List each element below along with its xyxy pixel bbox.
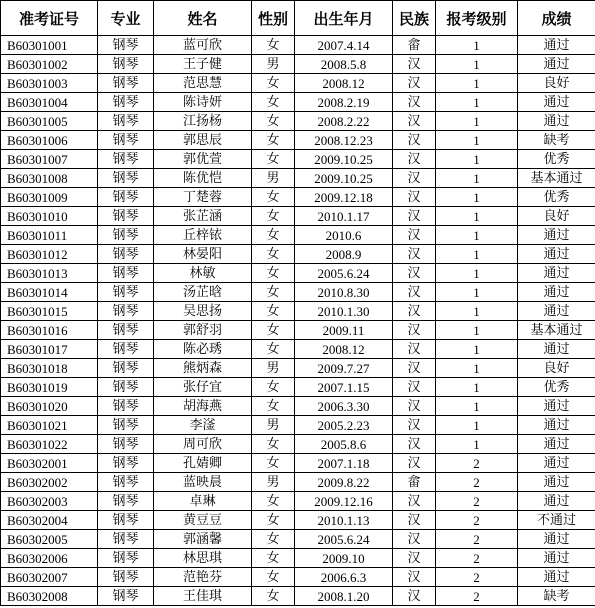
table-row <box>1 435 595 454</box>
result-cell: 通过 <box>518 93 595 112</box>
header-major: 专业 <box>98 1 154 36</box>
name-cell: 范思慧 <box>154 74 252 93</box>
level-cell: 1 <box>436 264 518 283</box>
header-name: 姓名 <box>154 1 252 36</box>
header-birth-date: 出生年月 <box>295 1 393 36</box>
name-cell: 卓琳 <box>154 492 252 511</box>
ethnicity-cell: 汉 <box>393 74 436 93</box>
level-cell: 1 <box>436 245 518 264</box>
level-cell: 1 <box>436 150 518 169</box>
level-cell: 1 <box>436 169 518 188</box>
ethnicity-cell: 汉 <box>393 549 436 568</box>
table-row <box>1 226 595 245</box>
major-cell: 钢琴 <box>98 340 154 359</box>
gender-cell: 女 <box>252 511 295 530</box>
birth-date-cell: 2009.10 <box>295 549 393 568</box>
exam-id-cell: B60302004 <box>1 511 98 530</box>
ethnicity-cell: 汉 <box>393 302 436 321</box>
major-cell: 钢琴 <box>98 36 154 55</box>
exam-id-cell: B60301014 <box>1 283 98 302</box>
exam-id-cell: B60301018 <box>1 359 98 378</box>
ethnicity-cell: 汉 <box>393 264 436 283</box>
result-cell: 通过 <box>518 36 595 55</box>
birth-date-cell: 2009.7.27 <box>295 359 393 378</box>
exam-id-cell: B60301015 <box>1 302 98 321</box>
birth-date-cell: 2009.10.25 <box>295 169 393 188</box>
birth-date-cell: 2008.2.19 <box>295 93 393 112</box>
header-row <box>1 1 595 36</box>
gender-cell: 女 <box>252 340 295 359</box>
name-cell: 汤芷晗 <box>154 283 252 302</box>
level-cell: 1 <box>436 112 518 131</box>
result-cell: 通过 <box>518 245 595 264</box>
birth-date-cell: 2008.1.20 <box>295 587 393 606</box>
ethnicity-cell: 汉 <box>393 530 436 549</box>
ethnicity-cell: 汉 <box>393 169 436 188</box>
birth-date-cell: 2010.1.30 <box>295 302 393 321</box>
gender-cell: 女 <box>252 302 295 321</box>
table-row <box>1 36 595 55</box>
ethnicity-cell: 汉 <box>393 112 436 131</box>
exam-id-cell: B60302005 <box>1 530 98 549</box>
major-cell: 钢琴 <box>98 568 154 587</box>
level-cell: 2 <box>436 511 518 530</box>
level-cell: 1 <box>436 188 518 207</box>
major-cell: 钢琴 <box>98 188 154 207</box>
birth-date-cell: 2009.11 <box>295 321 393 340</box>
result-cell: 良好 <box>518 359 595 378</box>
name-cell: 江扬杨 <box>154 112 252 131</box>
birth-date-cell: 2008.12.23 <box>295 131 393 150</box>
ethnicity-cell: 汉 <box>393 340 436 359</box>
result-cell: 良好 <box>518 74 595 93</box>
gender-cell: 女 <box>252 454 295 473</box>
exam-id-cell: B60301006 <box>1 131 98 150</box>
exam-id-cell: B60301004 <box>1 93 98 112</box>
major-cell: 钢琴 <box>98 74 154 93</box>
exam-id-cell: B60301017 <box>1 340 98 359</box>
result-cell: 优秀 <box>518 378 595 397</box>
ethnicity-cell: 汉 <box>393 188 436 207</box>
table-row <box>1 131 595 150</box>
table-row <box>1 112 595 131</box>
level-cell: 1 <box>436 416 518 435</box>
name-cell: 张仔宜 <box>154 378 252 397</box>
name-cell: 陈诗妍 <box>154 93 252 112</box>
major-cell: 钢琴 <box>98 150 154 169</box>
result-cell: 通过 <box>518 302 595 321</box>
birth-date-cell: 2008.9 <box>295 245 393 264</box>
birth-date-cell: 2008.12 <box>295 74 393 93</box>
result-cell: 通过 <box>518 264 595 283</box>
name-cell: 蓝映晨 <box>154 473 252 492</box>
major-cell: 钢琴 <box>98 264 154 283</box>
exam-id-cell: B60301022 <box>1 435 98 454</box>
major-cell: 钢琴 <box>98 207 154 226</box>
level-cell: 1 <box>436 378 518 397</box>
gender-cell: 女 <box>252 283 295 302</box>
ethnicity-cell: 汉 <box>393 131 436 150</box>
major-cell: 钢琴 <box>98 321 154 340</box>
exam-id-cell: B60301020 <box>1 397 98 416</box>
result-cell: 良好 <box>518 207 595 226</box>
birth-date-cell: 2009.8.22 <box>295 473 393 492</box>
level-cell: 1 <box>436 36 518 55</box>
result-cell: 通过 <box>518 530 595 549</box>
ethnicity-cell: 汉 <box>393 245 436 264</box>
table-row <box>1 359 595 378</box>
birth-date-cell: 2010.1.13 <box>295 511 393 530</box>
birth-date-cell: 2005.8.6 <box>295 435 393 454</box>
birth-date-cell: 2008.5.8 <box>295 55 393 74</box>
level-cell: 2 <box>436 568 518 587</box>
exam-id-cell: B60301003 <box>1 74 98 93</box>
table-row <box>1 492 595 511</box>
name-cell: 周可欣 <box>154 435 252 454</box>
exam-id-cell: B60302001 <box>1 454 98 473</box>
name-cell: 张芷涵 <box>154 207 252 226</box>
name-cell: 王佳琪 <box>154 587 252 606</box>
birth-date-cell: 2006.3.30 <box>295 397 393 416</box>
table-row <box>1 530 595 549</box>
table-row <box>1 169 595 188</box>
gender-cell: 女 <box>252 397 295 416</box>
result-cell: 缺考 <box>518 131 595 150</box>
major-cell: 钢琴 <box>98 112 154 131</box>
name-cell: 熊炳森 <box>154 359 252 378</box>
exam-id-cell: B60302002 <box>1 473 98 492</box>
ethnicity-cell: 汉 <box>393 283 436 302</box>
ethnicity-cell: 汉 <box>393 454 436 473</box>
gender-cell: 男 <box>252 55 295 74</box>
table-row <box>1 74 595 93</box>
major-cell: 钢琴 <box>98 416 154 435</box>
name-cell: 王子健 <box>154 55 252 74</box>
birth-date-cell: 2005.6.24 <box>295 264 393 283</box>
name-cell: 陈必琇 <box>154 340 252 359</box>
major-cell: 钢琴 <box>98 131 154 150</box>
birth-date-cell: 2006.6.3 <box>295 568 393 587</box>
result-cell: 基本通过 <box>518 321 595 340</box>
exam-id-cell: B60301008 <box>1 169 98 188</box>
major-cell: 钢琴 <box>98 397 154 416</box>
table-row <box>1 93 595 112</box>
result-cell: 优秀 <box>518 188 595 207</box>
name-cell: 胡海燕 <box>154 397 252 416</box>
exam-id-cell: B60301016 <box>1 321 98 340</box>
level-cell: 1 <box>436 321 518 340</box>
name-cell: 林晏阳 <box>154 245 252 264</box>
name-cell: 郭涵馨 <box>154 530 252 549</box>
table-row <box>1 245 595 264</box>
major-cell: 钢琴 <box>98 473 154 492</box>
header-exam-id: 准考证号 <box>1 1 98 36</box>
level-cell: 1 <box>436 283 518 302</box>
table-row <box>1 150 595 169</box>
exam-id-cell: B60301013 <box>1 264 98 283</box>
table-row <box>1 188 595 207</box>
gender-cell: 女 <box>252 587 295 606</box>
birth-date-cell: 2007.1.15 <box>295 378 393 397</box>
exam-id-cell: B60301002 <box>1 55 98 74</box>
exam-id-cell: B60301011 <box>1 226 98 245</box>
table-row <box>1 321 595 340</box>
major-cell: 钢琴 <box>98 435 154 454</box>
gender-cell: 女 <box>252 321 295 340</box>
birth-date-cell: 2008.2.22 <box>295 112 393 131</box>
exam-id-cell: B60301001 <box>1 36 98 55</box>
exam-id-cell: B60301012 <box>1 245 98 264</box>
name-cell: 丘梓铱 <box>154 226 252 245</box>
exam-id-cell: B60301021 <box>1 416 98 435</box>
major-cell: 钢琴 <box>98 226 154 245</box>
exam-id-cell: B60301007 <box>1 150 98 169</box>
result-cell: 通过 <box>518 397 595 416</box>
gender-cell: 女 <box>252 207 295 226</box>
major-cell: 钢琴 <box>98 378 154 397</box>
level-cell: 2 <box>436 587 518 606</box>
gender-cell: 女 <box>252 530 295 549</box>
ethnicity-cell: 汉 <box>393 359 436 378</box>
level-cell: 1 <box>436 226 518 245</box>
ethnicity-cell: 畲 <box>393 36 436 55</box>
result-cell: 优秀 <box>518 150 595 169</box>
gender-cell: 女 <box>252 378 295 397</box>
result-cell: 通过 <box>518 454 595 473</box>
table-row <box>1 264 595 283</box>
result-cell: 不通过 <box>518 511 595 530</box>
gender-cell: 男 <box>252 416 295 435</box>
birth-date-cell: 2010.1.17 <box>295 207 393 226</box>
ethnicity-cell: 汉 <box>393 150 436 169</box>
major-cell: 钢琴 <box>98 302 154 321</box>
birth-date-cell: 2008.12 <box>295 340 393 359</box>
ethnicity-cell: 汉 <box>393 397 436 416</box>
level-cell: 1 <box>436 340 518 359</box>
table-row <box>1 55 595 74</box>
ethnicity-cell: 汉 <box>393 492 436 511</box>
birth-date-cell: 2010.6 <box>295 226 393 245</box>
gender-cell: 女 <box>252 226 295 245</box>
major-cell: 钢琴 <box>98 55 154 74</box>
major-cell: 钢琴 <box>98 93 154 112</box>
gender-cell: 女 <box>252 131 295 150</box>
birth-date-cell: 2007.1.18 <box>295 454 393 473</box>
name-cell: 郭优萱 <box>154 150 252 169</box>
gender-cell: 男 <box>252 359 295 378</box>
name-cell: 丁楚蓉 <box>154 188 252 207</box>
gender-cell: 女 <box>252 568 295 587</box>
level-cell: 2 <box>436 549 518 568</box>
level-cell: 1 <box>436 131 518 150</box>
ethnicity-cell: 汉 <box>393 568 436 587</box>
gender-cell: 男 <box>252 473 295 492</box>
level-cell: 2 <box>436 530 518 549</box>
table-row <box>1 340 595 359</box>
major-cell: 钢琴 <box>98 549 154 568</box>
ethnicity-cell: 汉 <box>393 55 436 74</box>
level-cell: 2 <box>436 492 518 511</box>
table-row <box>1 454 595 473</box>
exam-id-cell: B60302003 <box>1 492 98 511</box>
exam-id-cell: B60301019 <box>1 378 98 397</box>
result-cell: 通过 <box>518 112 595 131</box>
ethnicity-cell: 汉 <box>393 511 436 530</box>
name-cell: 陈优恺 <box>154 169 252 188</box>
name-cell: 范艳芬 <box>154 568 252 587</box>
exam-id-cell: B60301009 <box>1 188 98 207</box>
table-row <box>1 416 595 435</box>
level-cell: 1 <box>436 55 518 74</box>
level-cell: 1 <box>436 397 518 416</box>
major-cell: 钢琴 <box>98 283 154 302</box>
result-cell: 通过 <box>518 549 595 568</box>
gender-cell: 女 <box>252 112 295 131</box>
header-ethnicity: 民族 <box>393 1 436 36</box>
gender-cell: 女 <box>252 74 295 93</box>
major-cell: 钢琴 <box>98 511 154 530</box>
exam-id-cell: B60301005 <box>1 112 98 131</box>
birth-date-cell: 2005.6.24 <box>295 530 393 549</box>
ethnicity-cell: 汉 <box>393 207 436 226</box>
major-cell: 钢琴 <box>98 245 154 264</box>
birth-date-cell: 2005.2.23 <box>295 416 393 435</box>
gender-cell: 女 <box>252 264 295 283</box>
result-cell: 通过 <box>518 435 595 454</box>
ethnicity-cell: 汉 <box>393 378 436 397</box>
header-gender: 性别 <box>252 1 295 36</box>
ethnicity-cell: 汉 <box>393 435 436 454</box>
table-row <box>1 207 595 226</box>
result-cell: 通过 <box>518 55 595 74</box>
table-row <box>1 511 595 530</box>
header-result: 成绩 <box>518 1 595 36</box>
major-cell: 钢琴 <box>98 587 154 606</box>
table-row <box>1 283 595 302</box>
ethnicity-cell: 汉 <box>393 587 436 606</box>
name-cell: 李滏 <box>154 416 252 435</box>
gender-cell: 男 <box>252 169 295 188</box>
exam-id-cell: B60301010 <box>1 207 98 226</box>
birth-date-cell: 2009.12.16 <box>295 492 393 511</box>
gender-cell: 女 <box>252 36 295 55</box>
name-cell: 吴思扬 <box>154 302 252 321</box>
table-row <box>1 568 595 587</box>
table-row <box>1 378 595 397</box>
level-cell: 1 <box>436 302 518 321</box>
major-cell: 钢琴 <box>98 492 154 511</box>
level-cell: 1 <box>436 93 518 112</box>
level-cell: 1 <box>436 435 518 454</box>
gender-cell: 女 <box>252 549 295 568</box>
name-cell: 郭舒羽 <box>154 321 252 340</box>
gender-cell: 女 <box>252 492 295 511</box>
level-cell: 1 <box>436 359 518 378</box>
exam-id-cell: B60302007 <box>1 568 98 587</box>
result-cell: 通过 <box>518 568 595 587</box>
table-row <box>1 397 595 416</box>
result-cell: 通过 <box>518 283 595 302</box>
name-cell: 孔婧卿 <box>154 454 252 473</box>
result-cell: 通过 <box>518 340 595 359</box>
major-cell: 钢琴 <box>98 359 154 378</box>
result-cell: 通过 <box>518 473 595 492</box>
result-cell: 通过 <box>518 416 595 435</box>
birth-date-cell: 2009.12.18 <box>295 188 393 207</box>
name-cell: 林敏 <box>154 264 252 283</box>
name-cell: 郭思辰 <box>154 131 252 150</box>
exam-id-cell: B60302008 <box>1 587 98 606</box>
result-cell: 缺考 <box>518 587 595 606</box>
level-cell: 1 <box>436 207 518 226</box>
ethnicity-cell: 汉 <box>393 321 436 340</box>
gender-cell: 女 <box>252 188 295 207</box>
ethnicity-cell: 畲 <box>393 473 436 492</box>
birth-date-cell: 2009.10.25 <box>295 150 393 169</box>
result-cell: 通过 <box>518 226 595 245</box>
birth-date-cell: 2007.4.14 <box>295 36 393 55</box>
table-row <box>1 302 595 321</box>
birth-date-cell: 2010.8.30 <box>295 283 393 302</box>
table-row <box>1 587 595 606</box>
table-row <box>1 549 595 568</box>
major-cell: 钢琴 <box>98 454 154 473</box>
ethnicity-cell: 汉 <box>393 226 436 245</box>
name-cell: 黄豆豆 <box>154 511 252 530</box>
result-cell: 通过 <box>518 492 595 511</box>
gender-cell: 女 <box>252 150 295 169</box>
gender-cell: 女 <box>252 245 295 264</box>
major-cell: 钢琴 <box>98 169 154 188</box>
table-row <box>1 473 595 492</box>
name-cell: 林思琪 <box>154 549 252 568</box>
result-cell: 基本通过 <box>518 169 595 188</box>
ethnicity-cell: 汉 <box>393 93 436 112</box>
level-cell: 2 <box>436 454 518 473</box>
major-cell: 钢琴 <box>98 530 154 549</box>
name-cell: 蓝可欣 <box>154 36 252 55</box>
header-level: 报考级别 <box>436 1 518 36</box>
ethnicity-cell: 汉 <box>393 416 436 435</box>
level-cell: 1 <box>436 74 518 93</box>
gender-cell: 女 <box>252 93 295 112</box>
gender-cell: 女 <box>252 435 295 454</box>
exam-id-cell: B60302006 <box>1 549 98 568</box>
level-cell: 2 <box>436 473 518 492</box>
